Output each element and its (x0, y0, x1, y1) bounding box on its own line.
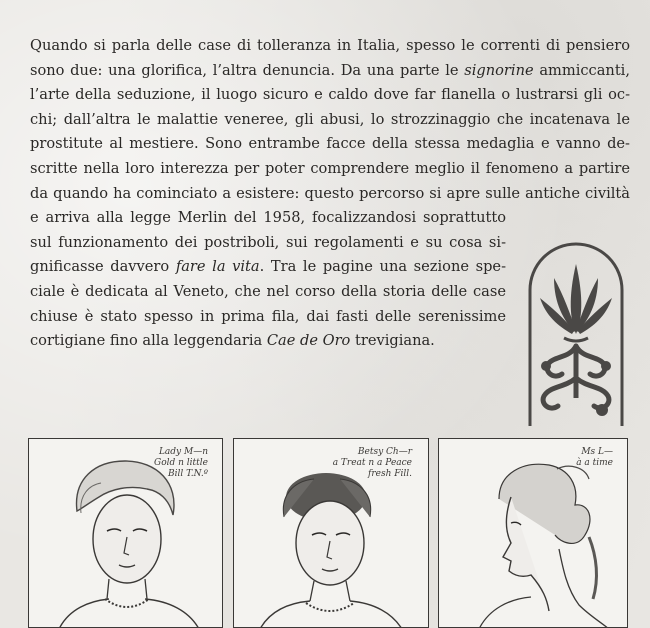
portrait-engraving (233, 438, 429, 628)
portrait-caption: à a time (576, 458, 613, 468)
portrait-caption: a Treat n a Peace (332, 458, 412, 468)
portrait-caption: Gold n little (154, 458, 208, 468)
portrait-caption: Lady M—n (158, 447, 208, 457)
portrait-strip (0, 438, 650, 628)
text-line: cortigiane fino alla leggendaria Cae de Oro trevigiana. (30, 332, 435, 350)
portrait-caption: Bill T.N.º (167, 469, 208, 479)
palmette-arch-icon (524, 238, 628, 428)
text-line: sul funzionamento dei postriboli, sui regolamenti e su cosa si- (30, 233, 506, 251)
text-line: chi; dall’altra le malattie veneree, gli abusi, lo strozzinaggio che incatenava le (30, 110, 630, 128)
text-line: Quando si parla delle case di tolleranza in Italia, spesso le correnti di pensiero (30, 37, 630, 54)
text-line: prostitute al mestiere. Sono entrambe facce della stessa medaglia e vanno de- (30, 135, 630, 153)
portrait-engraving (28, 438, 223, 628)
text-line: scritte nella loro interezza per poter comprendere meglio il fenomeno a partire (30, 159, 630, 177)
text-line: gnificasse davvero fare la vita. Tra le pagine una sezione spe- (30, 258, 506, 276)
text-line: l’arte della seduzione, il luogo sicuro e caldo dove far flanella o lustrarsi gli oc- (30, 86, 630, 104)
text-line: sono due: una glorifica, l’altra denuncia. Da una parte le signorine ammiccanti, (30, 61, 630, 79)
text-line: chiuse è stato spesso in prima fila, dai fasti delle serenissime (30, 307, 506, 325)
text-line: e arriva alla legge Merlin del 1958, focalizzandosi soprattutto (30, 209, 506, 227)
portrait-caption: Betsy Ch—r (357, 447, 412, 457)
text-line: ciale è dedicata al Veneto, che nel corso della storia delle case (30, 282, 506, 300)
portrait-caption: Ms L— (581, 447, 613, 457)
portrait-engraving (438, 438, 628, 628)
text-line: da quando ha cominciato a esistere: questo percorso si apre sulle antiche civiltà (30, 184, 630, 202)
portrait-caption: fresh Fill. (368, 469, 412, 479)
